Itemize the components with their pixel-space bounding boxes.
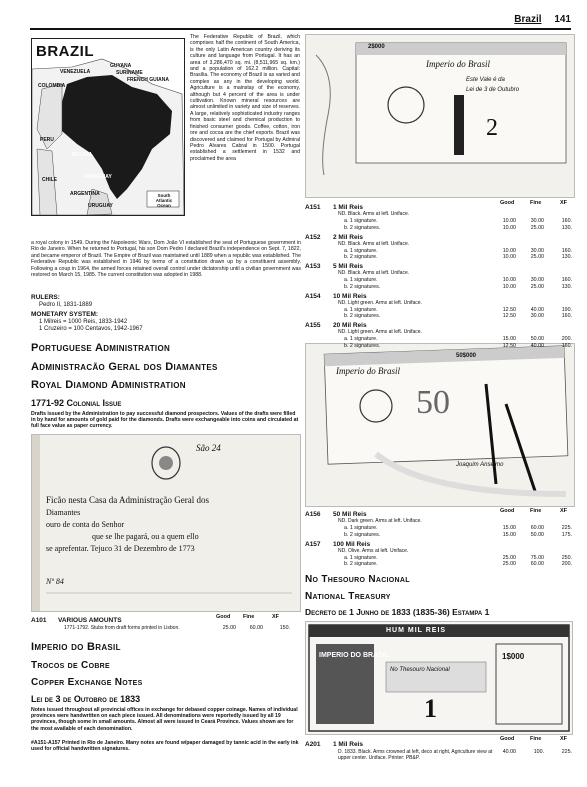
price-good: 10.00 [502, 254, 516, 260]
note-denom: 2$000 [368, 44, 385, 50]
variety-label: b. 2 signatures. [344, 531, 381, 538]
variety-label: b. 2 signatures. [344, 283, 381, 290]
note-text: Joaquim Anselmo [456, 462, 504, 468]
price-good: 15.00 [502, 336, 516, 342]
catalog-title: 10 Mil Reis [333, 292, 367, 300]
price-xf: 130. [561, 224, 572, 231]
col-head-good: Good [500, 200, 515, 206]
catalog-title: 20 Mil Reis [333, 322, 367, 329]
price-xf: 175. [561, 531, 572, 538]
price-fine: 100. [533, 749, 544, 755]
variety-label: b. 2 signature. [344, 254, 378, 260]
price-fine: 25.00 [530, 283, 544, 290]
variety-label: a. 1 signature. [344, 525, 378, 531]
draft-text: Ficão nesta Casa da Administração Geral dos [46, 495, 209, 505]
catalog-title: 1 Mil Reis [333, 204, 363, 211]
catalog-title: 2 Mil Reis [333, 233, 363, 241]
catalog-desc: ND. Black. Arms at left. Uniface. [338, 240, 410, 247]
intro-text: The Federative Republic of Brazil, which comprises half the continent of South America, is the only Latin American country deriving its culture and language from Portugal. It has an area of 3,286,470 sq. mi. (8,511,965 sq. km.) and a population of 162.2 million. Capital: Brasília. The economy of Brazil is as varied and complex as any in the developing world. Agriculture is a mainstay of the economy, although but 4 percent of the area is under cultivation. Known mineral resources are almost unlimited in variety and size of reserves. A large, relatively sophisticated industry ranges from basic steel and chemical production to finished consumer goods. Coffee, cotton, iron ore and cocoa are the chief exports. Brazil was discovered and claimed for Portugal by Admiral Pedro Alvares Cabral in 1500. Portugal established a settlement in 1532 and proclaimed the area [190, 34, 300, 162]
price-good: 10.00 [502, 247, 516, 254]
map-label: CHILE [42, 177, 57, 183]
col-head-xf: XF [560, 508, 568, 514]
draft-text: que se lhe pagará, ou a quem ello [92, 532, 199, 541]
price-fine: 75.00 [530, 554, 544, 561]
map-label: ARGENTINA [70, 191, 100, 197]
col-head-good: Good [500, 508, 515, 514]
note-title: Imperio do Brasil [426, 59, 490, 69]
col-head-fine: Fine [243, 614, 255, 620]
map-title: BRAZIL [36, 43, 94, 60]
section-note: Notes issued throughout all provincial offices in exchange for debased copper coinage. Names of individual provinces were handwritten on each piece issued. All denominations were reportedly issued by all 19 provinces, though some in small amounts. Almost all were issued in Ceará Province. Values shown are for the most available of each denomination. [31, 707, 298, 732]
header-country: Brazil [514, 14, 542, 25]
price-good: 10.00 [502, 283, 516, 290]
note-text: Lei de 3 de Outubro [466, 87, 520, 93]
catalog-id: A155 [305, 322, 321, 329]
map-label: URUGUAY [88, 203, 113, 209]
section-subheading: 1771-92 Colonial Issue [31, 398, 122, 408]
col-head-xf: XF [272, 614, 280, 620]
catalog-title: 50 Mil Reis [333, 511, 367, 518]
catalog-desc: ND. Light green. Arms at left. Uniface. [338, 299, 422, 306]
catalog-desc: D. 1833. Black. Arms crowned at left, deco at right, Agriculture view at upper center. Uniface. Printer: PB&P. [338, 749, 493, 761]
catalog-id: A201 [305, 741, 321, 748]
price-good: 12.50 [502, 313, 516, 319]
variety-label: b. 2 signatures. [344, 224, 381, 231]
price-fine: 30.00 [530, 218, 544, 224]
running-header [514, 14, 571, 25]
map-label: PERU [40, 137, 54, 143]
price-fine: 60.00 [530, 561, 544, 567]
note-value: 2 [486, 115, 498, 141]
price-xf: 200. [561, 336, 572, 342]
price-xf: 200. [561, 561, 572, 567]
note-image-a156 [305, 343, 575, 507]
variety-label: b. 2 signatures. [344, 342, 381, 349]
map-label: GUYANA [110, 63, 132, 69]
price-xf: 160. [561, 313, 572, 319]
note-title: Imperio do Brasil [336, 366, 400, 376]
catalog-id: A157 [305, 540, 321, 548]
price-good: 10.00 [502, 218, 516, 224]
catalog-id: A152 [305, 233, 321, 241]
col-head-xf: XF [560, 736, 568, 742]
price-good: 12.50 [502, 306, 516, 313]
monetary-label: MONETARY SYSTEM: [31, 311, 99, 318]
price-xf: 160. [561, 342, 572, 349]
price-xf: 225. [561, 749, 572, 755]
catalog-id: A101 [31, 617, 47, 624]
header-rule [30, 28, 571, 30]
price-xf: 150. [279, 625, 290, 631]
catalog-id: A151 [305, 204, 321, 211]
catalog-id: A156 [305, 511, 321, 518]
price-xf: 160. [561, 277, 572, 283]
variety-label: a. 1 signature. [344, 218, 378, 224]
catalog-title: VARIOUS AMOUNTS [58, 617, 122, 624]
note-image-a152 [305, 34, 575, 198]
note-denom: 50$000 [456, 353, 477, 359]
note-banner: HUM MIL REIS [386, 627, 447, 634]
section-heading: No Thesouro Nacional [305, 574, 410, 585]
variety-label: b. 2 signatures. [344, 313, 381, 319]
price-fine: 40.00 [530, 306, 544, 313]
variety-label: a. 1 signature. [344, 306, 378, 313]
price-fine: 25.00 [530, 254, 544, 260]
price-xf: 130. [561, 254, 572, 260]
section-heading: Copper Exchange Notes [31, 677, 143, 688]
catalog-desc: ND. Black. Arms at left. Uniface. [338, 211, 410, 217]
section-heading: Royal Diamond Administration [31, 379, 186, 391]
catalog-desc: ND. Olive. Arms at left. Uniface. [338, 547, 409, 554]
price-xf: 160. [561, 247, 572, 254]
catalog-id: A153 [305, 263, 321, 270]
map-label: VENEZUELA [60, 69, 91, 75]
section-heading: National Treasury [305, 591, 391, 602]
note-value: 1$000 [502, 652, 525, 661]
monetary-line: 1 Cruzeiro = 100 Centavos, 1942-1967 [39, 326, 143, 332]
variety-label: a. 1 signature. [344, 336, 378, 342]
map-label: South Atlantic Ocean [155, 193, 173, 208]
catalog-id: A154 [305, 292, 321, 300]
catalog-desc: 1771-1792. Stubs from draft forms printed in Lisbon. [64, 625, 180, 631]
price-fine: 60.00 [249, 625, 263, 631]
note-image-a201 [305, 621, 573, 735]
section-heading: Imperio do Brasil [31, 641, 121, 653]
col-head-fine: Fine [530, 508, 542, 514]
price-good: 10.00 [502, 277, 516, 283]
price-good: 12.50 [502, 342, 516, 349]
col-head-good: Good [500, 736, 515, 742]
monetary-block [31, 311, 143, 333]
price-xf: 225. [561, 525, 572, 531]
variety-label: a. 1 signature. [344, 247, 378, 254]
price-xf: 160. [561, 218, 572, 224]
map-label: PARAGUAY [84, 174, 112, 180]
note-title: IMPERIO DO BRASIL [319, 652, 390, 659]
variety-label: a. 1 signature. [344, 277, 378, 283]
note-decoration [306, 622, 572, 734]
price-good: 25.00 [502, 554, 516, 561]
map-label: COLOMBIA [38, 83, 66, 89]
catalog-title: 100 Mil Reis [333, 540, 371, 548]
section-subheading: Lei de 3 de Outobro de 1833 [31, 694, 141, 704]
monetary-line: 1 Milreis = 1000 Reis, 1833-1942 [39, 319, 128, 325]
price-fine: 60.00 [530, 525, 544, 531]
price-xf: 130. [561, 283, 572, 290]
price-fine: 30.00 [530, 277, 544, 283]
variety-label: b. 2 signature. [344, 561, 378, 567]
catalog-desc: ND. Black. Arms at left. Uniface. [338, 270, 410, 276]
section-heading: Trocos de Cobre [31, 660, 111, 671]
price-good: 15.00 [502, 531, 516, 538]
note-text: No Thesouro Nacional [390, 667, 450, 673]
catalog-desc: ND. Light green. Arms at left. Uniface. [338, 329, 422, 335]
country-map [31, 38, 185, 216]
draft-handwriting: São 24 [196, 443, 221, 453]
section-subheading: Decreto de 1 Junho de 1833 (1835-36) Estampa 1 [305, 607, 490, 617]
note-value: 50 [416, 384, 450, 421]
price-good: 15.00 [502, 525, 516, 531]
section-heading: Portuguese Administration [31, 342, 171, 354]
col-head-fine: Fine [530, 736, 542, 742]
rulers-value: Pedro II, 1831-1889 [39, 302, 93, 308]
draft-text: ouro de conta do Senhor [46, 520, 125, 529]
price-good: 25.00 [502, 561, 516, 567]
rulers-label: RULERS: [31, 294, 60, 301]
price-fine: 30.00 [530, 247, 544, 254]
map-outline [32, 39, 184, 215]
price-xf: 250. [561, 554, 572, 561]
price-good: 10.00 [502, 224, 516, 231]
catalog-title: 1 Mil Reis [333, 741, 363, 748]
price-xf: 190. [561, 306, 572, 313]
col-head-fine: Fine [530, 200, 542, 206]
price-fine: 25.00 [530, 224, 544, 231]
price-fine: 40.00 [530, 342, 544, 349]
col-head-xf: XF [560, 200, 568, 206]
catalog-title: 5 Mil Reis [333, 263, 363, 270]
header-page-number: 141 [554, 14, 571, 25]
map-label: BOLIVIA [72, 152, 93, 158]
section-heading: Administracão Geral dos Diamantes [31, 361, 218, 373]
price-fine: 30.00 [530, 313, 544, 319]
col-head-good: Good [216, 614, 231, 620]
price-good: 25.00 [222, 625, 236, 631]
note-numeral: 1 [424, 694, 437, 723]
note-text: Este Vale é da [466, 77, 505, 83]
price-good: 40.00 [502, 749, 516, 755]
price-fine: 50.00 [530, 531, 544, 538]
catalog-desc: ND. Dark green. Arms at left. Uniface. [338, 518, 422, 524]
intro-text-wide: a royal colony in 1549. During the Napoleonic Wars, Dom João VI established the seat of Portuguese government in Rio de Janeiro. When he returned to Portugal, his son Dom Pedro I declared Brazil's independence on Sept. 7, 1822, and became emperor of Brazil. The Empire of Brazil was maintained until 1889 when a republic was established. The Federative Republic was established in 1946 by terms of a constitution drawn up by a constituent assembly. Following a coup in 1964, the armed forces retained overall control under dictatorship until a civilian government was restored on March 15, 1985. The current constitution was adopted in 1988. [31, 240, 301, 279]
variety-label: a. 1 signature. [344, 554, 378, 561]
section-note: Drafts issued by the Administration to pay successful diamond prospectors. Values of the drafts were filled in by hand for amounts of gold paid for the diamonds. Drafts were exchangeable into coins and circulated at full face value as paper currency. [31, 411, 299, 430]
rulers-block [31, 294, 92, 309]
draft-text: se aprefentar. Tejuco 31 de Dezembro de 1773 [46, 544, 195, 553]
section-note: #A151-A157 Printed in Rio de Janeiro. Many notes are found w/paper damaged by tannic acid in the early ink used for official handwritten signatures. [31, 740, 299, 753]
draft-text: Diamantes [46, 508, 81, 517]
map-label: FRENCH GUIANA [127, 77, 169, 83]
draft-image [31, 434, 301, 612]
draft-text: Nº 84 [46, 577, 64, 586]
map-label: SURINAME [116, 70, 143, 76]
price-fine: 50.00 [530, 336, 544, 342]
